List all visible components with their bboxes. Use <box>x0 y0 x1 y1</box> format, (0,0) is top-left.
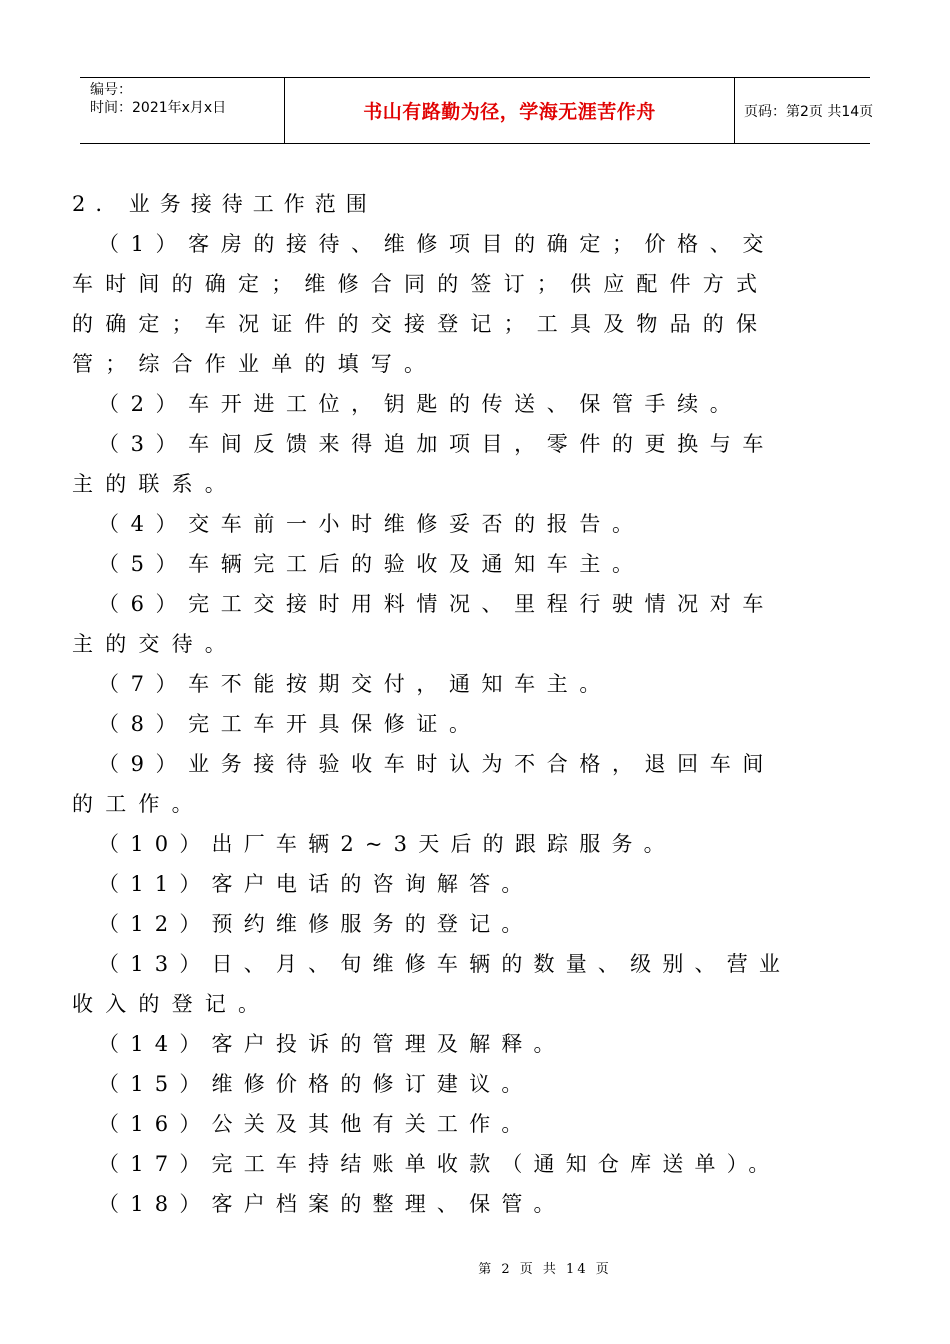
body-line: （1）客房的接待、维修项目的确定；价格、交 <box>98 232 775 256</box>
body-line: 主的联系。 <box>72 472 238 496</box>
body-line: （18）客户档案的整理、保管。 <box>98 1192 566 1216</box>
body-line: 收入的登记。 <box>72 992 272 1016</box>
body-line: 主的交待。 <box>72 632 238 656</box>
page-header <box>80 77 874 144</box>
body-line: （6）完工交接时用料情况、里程行驶情况对车 <box>98 592 775 616</box>
body-line: （5）车辆完工后的验收及通知车主。 <box>98 552 645 576</box>
body-line: 管；综合作业单的填写。 <box>72 352 438 376</box>
document-number: 编号： <box>90 82 132 98</box>
body-line: （13）日、月、旬维修车辆的数量、级别、营业 <box>98 952 792 976</box>
body-line: （15）维修价格的修订建议。 <box>98 1072 534 1096</box>
body-line: （2）车开进工位，钥匙的传送、保管手续。 <box>98 392 743 416</box>
body-line: 的工作。 <box>72 792 205 816</box>
body-line: 的确定；车况证件的交接登记；工具及物品的保 <box>72 312 770 336</box>
document-time: 时间：2021年x月x日 <box>90 100 227 116</box>
document-body <box>72 184 867 1224</box>
header-motto-cell <box>285 78 735 143</box>
body-line: （7）车不能按期交付，通知车主。 <box>98 672 612 696</box>
body-line: （8）完工车开具保修证。 <box>98 712 482 736</box>
body-line: （11）客户电话的咨询解答。 <box>98 872 534 896</box>
body-line: （9）业务接待验收车时认为不合格，退回车间 <box>98 752 775 776</box>
body-line: （3）车间反馈来得追加项目，零件的更换与车 <box>98 432 775 456</box>
body-line: （10）出厂车辆2~3天后的跟踪服务。 <box>98 832 676 856</box>
body-line: 车时间的确定；维修合同的签订；供应配件方式 <box>72 272 770 296</box>
header-page-cell <box>735 78 874 143</box>
body-line: （14）客户投诉的管理及解释。 <box>98 1032 566 1056</box>
section-heading: 2. 业务接待工作范围 <box>72 192 377 216</box>
header-motto: 书山有路勤为径，学海无涯苦作舟 <box>363 101 656 123</box>
body-line: （12）预约维修服务的登记。 <box>98 912 534 936</box>
header-meta-cell <box>80 78 285 143</box>
body-line: （17）完工车持结账单收款（通知仓库送单）。 <box>98 1152 781 1176</box>
body-line: （16）公关及其他有关工作。 <box>98 1112 534 1136</box>
body-line: （4）交车前一小时维修妥否的报告。 <box>98 512 645 536</box>
header-page-info: 页码：第2页 共14页 <box>744 103 874 120</box>
page-footer: 第 2 页 共 14 页 <box>478 1262 612 1277</box>
